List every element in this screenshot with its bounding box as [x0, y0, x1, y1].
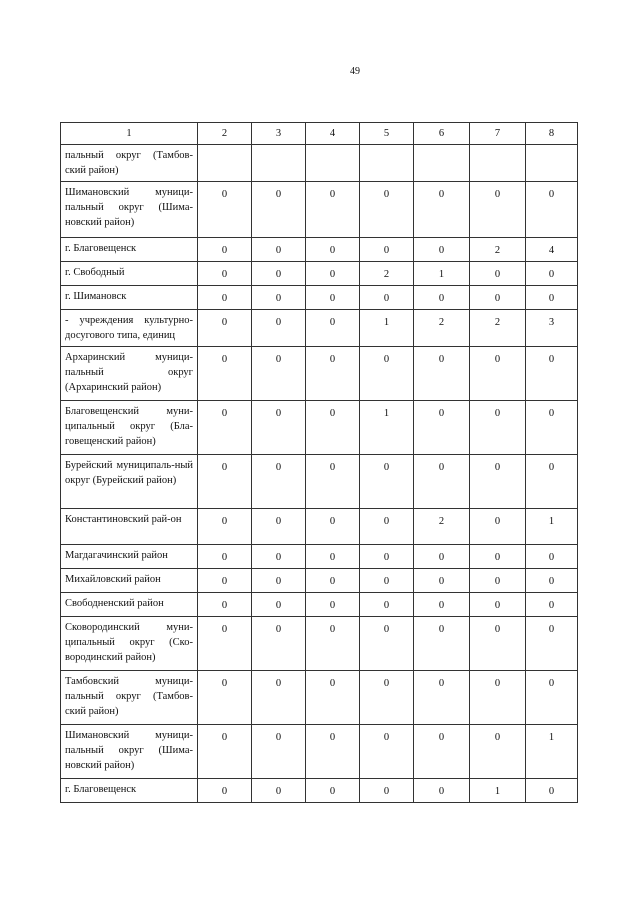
- row-label: Константиновский рай-он: [61, 509, 198, 545]
- value-cell: 0: [252, 545, 306, 569]
- value-cell: 0: [198, 286, 252, 310]
- value-cell: 0: [360, 545, 414, 569]
- table-row: [61, 238, 578, 262]
- table-row: [61, 182, 578, 238]
- row-label: - учреждения культурно-досугового типа, единиц: [61, 310, 198, 347]
- table-row: [61, 671, 578, 725]
- value-cell: 0: [252, 286, 306, 310]
- row-label: Магдагачинский район: [61, 545, 198, 569]
- row-label: Бурейский муниципаль-ный округ (Бурейский район): [61, 455, 198, 509]
- value-cell: 0: [306, 286, 360, 310]
- value-cell: 0: [526, 182, 578, 238]
- value-cell: 0: [252, 779, 306, 803]
- value-cell: 0: [198, 569, 252, 593]
- value-cell: 0: [306, 509, 360, 545]
- value-cell: 0: [526, 617, 578, 671]
- value-cell: 0: [414, 182, 470, 238]
- value-cell: 0: [198, 593, 252, 617]
- table-row: [61, 286, 578, 310]
- header-cell: 5: [360, 123, 414, 145]
- value-cell: 1: [414, 262, 470, 286]
- value-cell: 4: [526, 238, 578, 262]
- value-cell: 0: [306, 310, 360, 347]
- header-cell: 2: [198, 123, 252, 145]
- value-cell: 0: [198, 455, 252, 509]
- value-cell: 0: [414, 593, 470, 617]
- value-cell: 2: [470, 238, 526, 262]
- statistics-table: [60, 122, 578, 803]
- value-cell: 0: [198, 725, 252, 779]
- row-label: Архаринский муници-пальный округ (Архаринский район): [61, 347, 198, 401]
- value-cell: 0: [306, 401, 360, 455]
- value-cell: 1: [360, 310, 414, 347]
- value-cell: 0: [470, 262, 526, 286]
- value-cell: 0: [414, 779, 470, 803]
- value-cell: 0: [252, 310, 306, 347]
- value-cell: 0: [306, 545, 360, 569]
- table-row: [61, 617, 578, 671]
- value-cell: 0: [306, 779, 360, 803]
- value-cell: 0: [252, 593, 306, 617]
- value-cell: 0: [360, 569, 414, 593]
- value-cell: 0: [306, 347, 360, 401]
- value-cell: 0: [198, 238, 252, 262]
- table-row: [61, 145, 578, 182]
- table-row: [61, 725, 578, 779]
- value-cell: 1: [526, 725, 578, 779]
- value-cell: 2: [470, 310, 526, 347]
- value-cell: 0: [360, 347, 414, 401]
- table-row: [61, 310, 578, 347]
- value-cell: 0: [198, 671, 252, 725]
- value-cell: 0: [360, 509, 414, 545]
- value-cell: [414, 145, 470, 182]
- value-cell: 0: [470, 569, 526, 593]
- value-cell: 0: [252, 401, 306, 455]
- value-cell: 0: [414, 238, 470, 262]
- value-cell: 0: [198, 779, 252, 803]
- value-cell: [526, 145, 578, 182]
- value-cell: 0: [414, 286, 470, 310]
- row-label: Тамбовский муници-пальный округ (Тамбов-ский район): [61, 671, 198, 725]
- table-row: [61, 455, 578, 509]
- row-label: г. Благовещенск: [61, 238, 198, 262]
- row-label: г. Свободный: [61, 262, 198, 286]
- page-number: 49: [350, 66, 360, 77]
- row-label: Михайловский район: [61, 569, 198, 593]
- header-cell: 3: [252, 123, 306, 145]
- value-cell: 0: [526, 286, 578, 310]
- value-cell: 0: [306, 182, 360, 238]
- value-cell: 0: [470, 545, 526, 569]
- value-cell: 0: [306, 617, 360, 671]
- value-cell: 1: [526, 509, 578, 545]
- value-cell: 0: [360, 182, 414, 238]
- value-cell: 0: [414, 455, 470, 509]
- value-cell: 0: [306, 569, 360, 593]
- row-label: г. Шимановск: [61, 286, 198, 310]
- value-cell: 0: [526, 569, 578, 593]
- row-label: г. Благовещенск: [61, 779, 198, 803]
- value-cell: 0: [360, 238, 414, 262]
- value-cell: 0: [470, 182, 526, 238]
- value-cell: 0: [414, 545, 470, 569]
- value-cell: 2: [414, 509, 470, 545]
- header-cell: 7: [470, 123, 526, 145]
- header-cell: 8: [526, 123, 578, 145]
- value-cell: [306, 145, 360, 182]
- value-cell: 0: [414, 617, 470, 671]
- value-cell: 0: [306, 671, 360, 725]
- table-row: [61, 593, 578, 617]
- row-label: Шимановский муници-пальный округ (Шима-новский район): [61, 182, 198, 238]
- value-cell: 0: [526, 671, 578, 725]
- value-cell: 0: [526, 455, 578, 509]
- value-cell: 0: [198, 617, 252, 671]
- value-cell: 0: [414, 401, 470, 455]
- value-cell: 2: [360, 262, 414, 286]
- value-cell: 0: [526, 262, 578, 286]
- value-cell: 0: [526, 347, 578, 401]
- value-cell: 0: [306, 455, 360, 509]
- value-cell: 0: [526, 779, 578, 803]
- value-cell: 0: [470, 617, 526, 671]
- value-cell: 0: [252, 182, 306, 238]
- table-row: [61, 401, 578, 455]
- value-cell: 0: [252, 262, 306, 286]
- value-cell: 1: [360, 401, 414, 455]
- value-cell: 0: [252, 671, 306, 725]
- value-cell: 0: [252, 455, 306, 509]
- header-cell: 6: [414, 123, 470, 145]
- table-row: [61, 347, 578, 401]
- value-cell: 0: [360, 617, 414, 671]
- row-label: Благовещенский муни-ципальный округ (Бла-говещенский район): [61, 401, 198, 455]
- value-cell: 0: [414, 569, 470, 593]
- value-cell: 0: [470, 593, 526, 617]
- value-cell: 0: [526, 593, 578, 617]
- value-cell: [252, 145, 306, 182]
- value-cell: 0: [198, 262, 252, 286]
- value-cell: [470, 145, 526, 182]
- value-cell: 0: [252, 617, 306, 671]
- value-cell: 3: [526, 310, 578, 347]
- value-cell: 0: [306, 262, 360, 286]
- header-cell: 1: [61, 123, 198, 145]
- table-row: [61, 569, 578, 593]
- value-cell: 0: [360, 671, 414, 725]
- table-row: [61, 509, 578, 545]
- value-cell: 0: [198, 182, 252, 238]
- value-cell: 0: [470, 286, 526, 310]
- value-cell: 0: [414, 347, 470, 401]
- value-cell: 2: [414, 310, 470, 347]
- table-row: [61, 262, 578, 286]
- value-cell: 0: [198, 310, 252, 347]
- table-row: [61, 779, 578, 803]
- value-cell: [360, 145, 414, 182]
- value-cell: 1: [470, 779, 526, 803]
- value-cell: 0: [360, 286, 414, 310]
- value-cell: 0: [526, 545, 578, 569]
- value-cell: 0: [360, 779, 414, 803]
- value-cell: 0: [470, 671, 526, 725]
- value-cell: 0: [470, 509, 526, 545]
- value-cell: [198, 145, 252, 182]
- row-label: Шимановский муници-пальный округ (Шима-новский район): [61, 725, 198, 779]
- value-cell: 0: [360, 593, 414, 617]
- value-cell: 0: [252, 347, 306, 401]
- value-cell: 0: [470, 401, 526, 455]
- value-cell: 0: [414, 725, 470, 779]
- value-cell: 0: [470, 347, 526, 401]
- value-cell: 0: [306, 238, 360, 262]
- row-label: Свободненский район: [61, 593, 198, 617]
- header-cell: 4: [306, 123, 360, 145]
- value-cell: 0: [252, 725, 306, 779]
- value-cell: 0: [470, 725, 526, 779]
- value-cell: 0: [198, 401, 252, 455]
- row-label: пальный округ (Тамбов-ский район): [61, 145, 198, 182]
- header-row: [61, 123, 578, 145]
- value-cell: 0: [252, 238, 306, 262]
- value-cell: 0: [306, 593, 360, 617]
- value-cell: 0: [306, 725, 360, 779]
- value-cell: 0: [252, 569, 306, 593]
- value-cell: 0: [526, 401, 578, 455]
- value-cell: 0: [198, 347, 252, 401]
- row-label: Сковородинский муни-ципальный округ (Ско-вородинский район): [61, 617, 198, 671]
- value-cell: 0: [252, 509, 306, 545]
- value-cell: 0: [414, 671, 470, 725]
- value-cell: 0: [198, 545, 252, 569]
- value-cell: 0: [198, 509, 252, 545]
- value-cell: 0: [360, 455, 414, 509]
- table-row: [61, 545, 578, 569]
- value-cell: 0: [470, 455, 526, 509]
- value-cell: 0: [360, 725, 414, 779]
